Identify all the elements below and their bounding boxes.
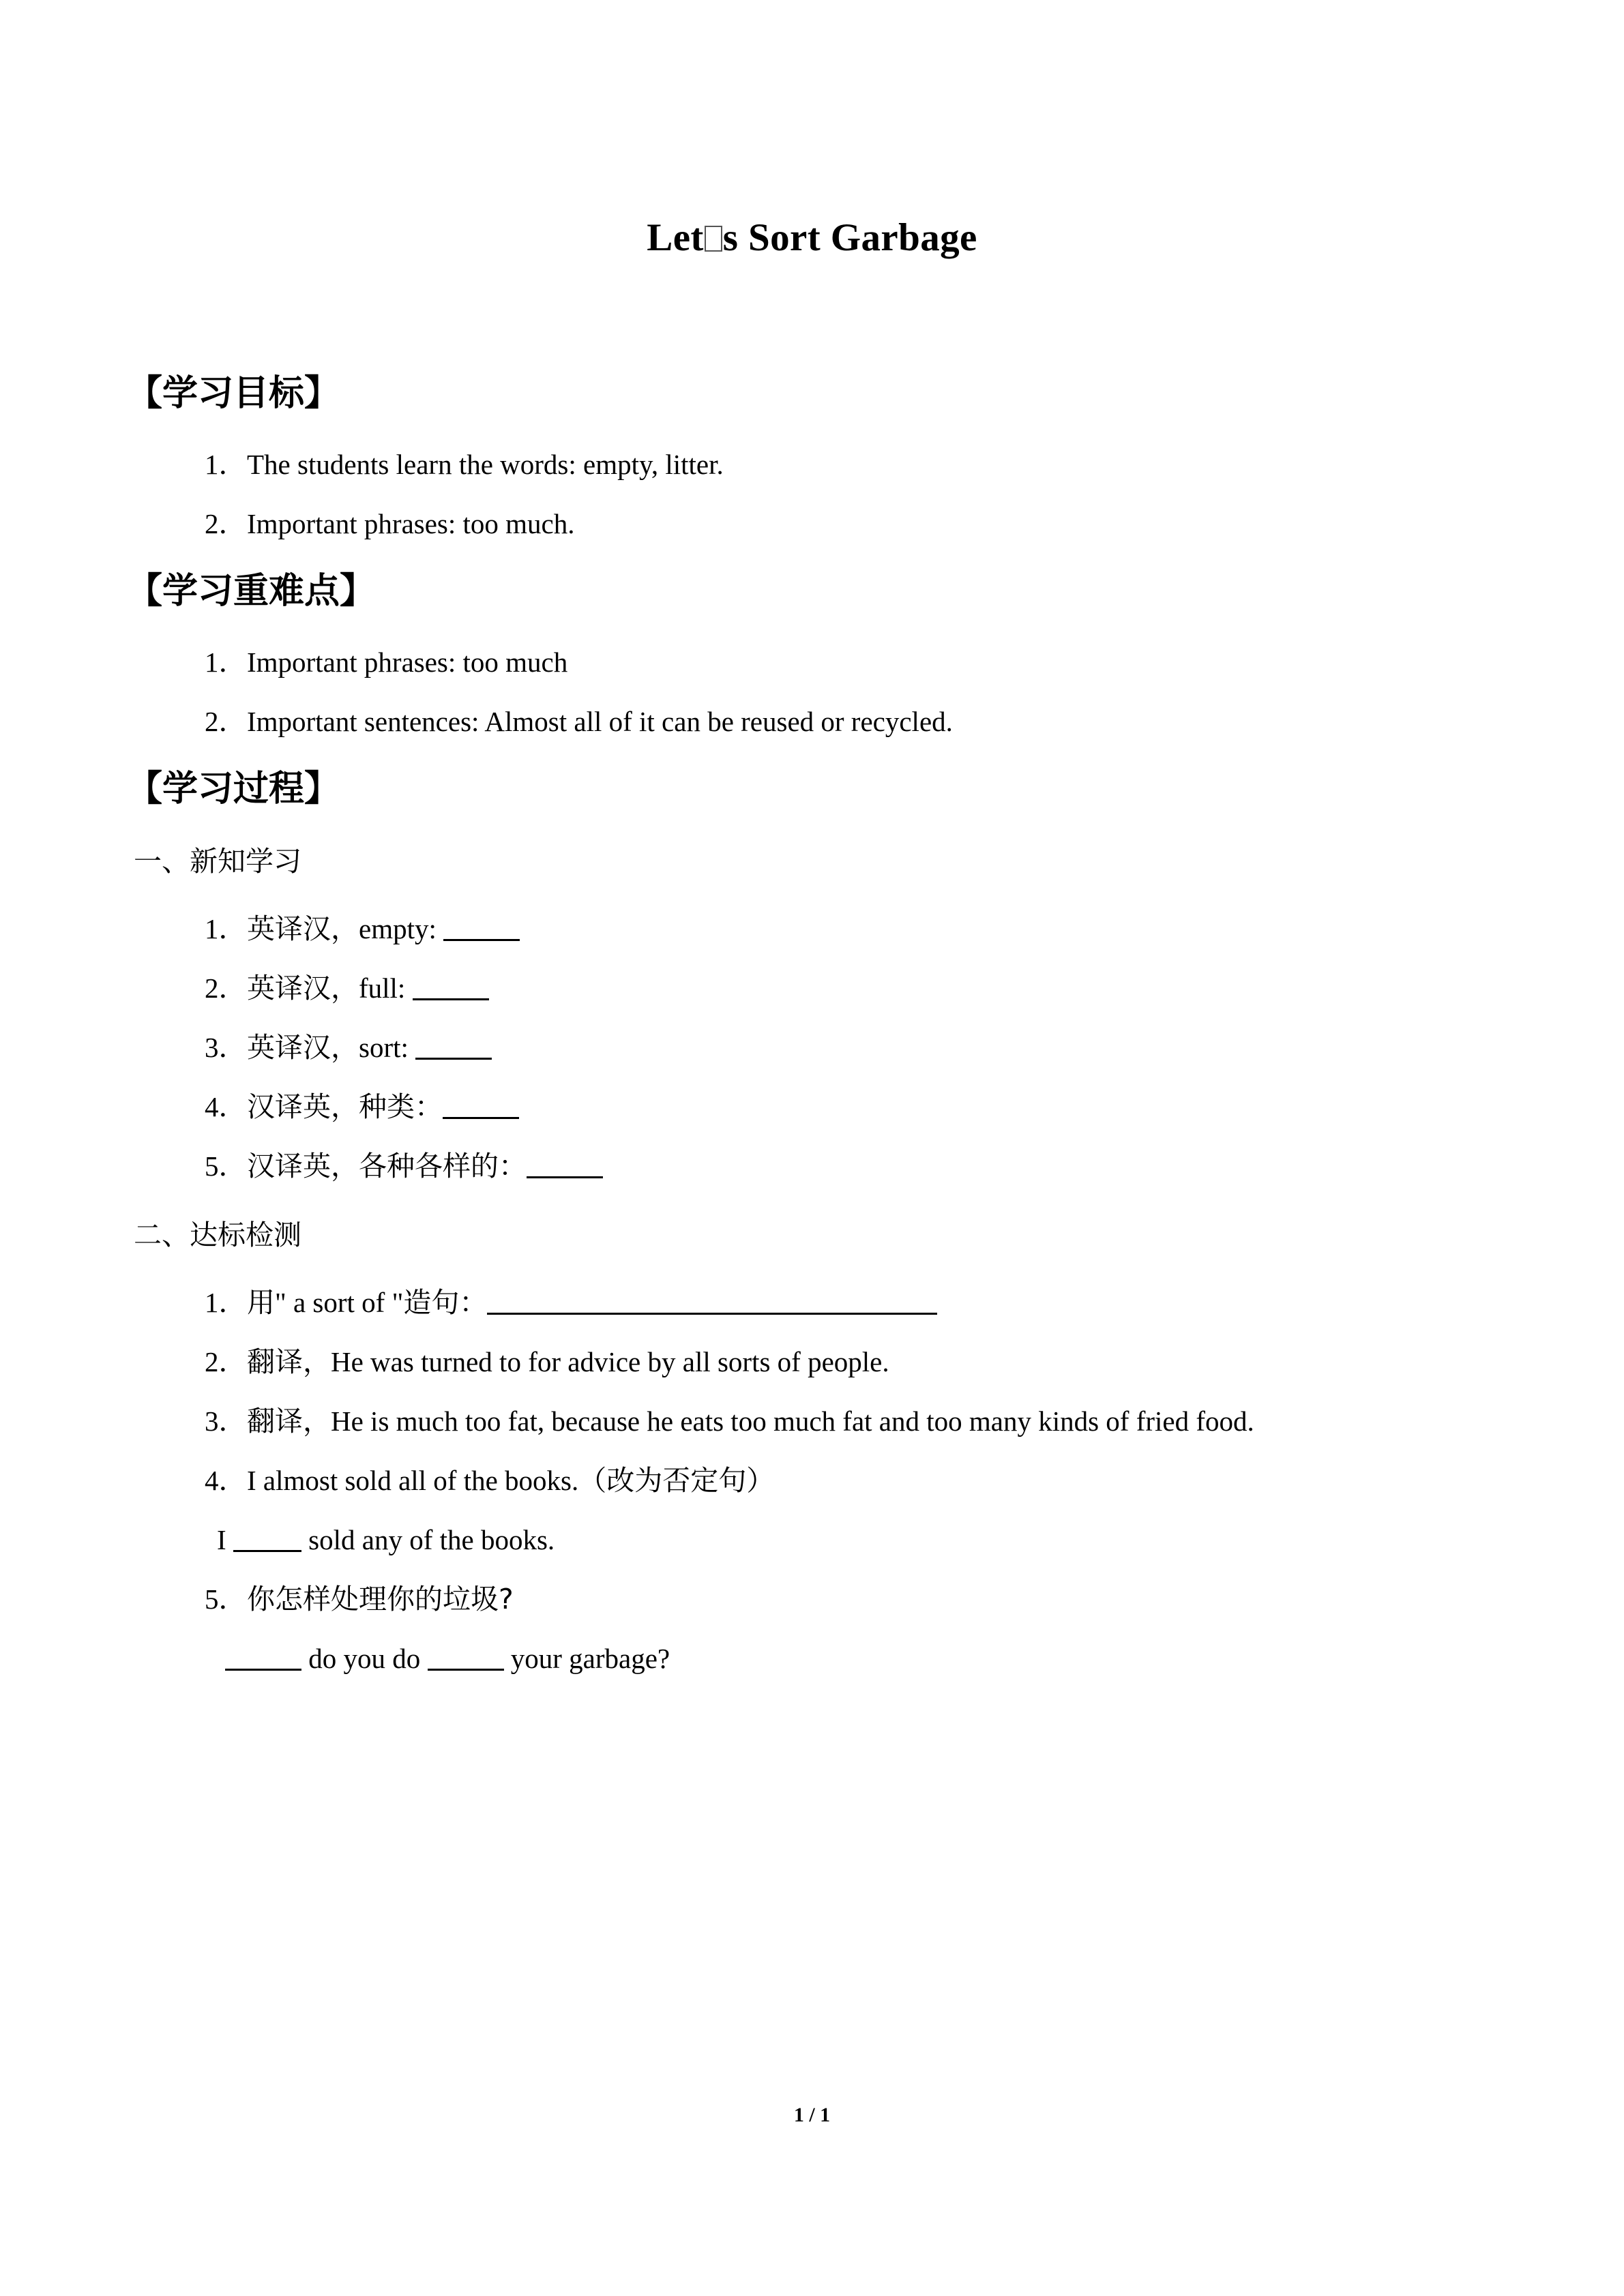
answer-blank[interactable] (225, 1645, 301, 1671)
item-number: 1． (205, 448, 247, 480)
item-number: 2． (205, 972, 247, 1004)
item-text-cn: 英译汉， (247, 912, 359, 945)
list-item (0, 1149, 1624, 1182)
item-number: 1． (205, 1286, 247, 1318)
answer-blank[interactable] (443, 915, 520, 941)
item-text-cn: 翻译， (247, 1345, 331, 1378)
item-number: 3． (205, 1405, 247, 1437)
list-item (0, 1030, 1624, 1064)
item-number: 4． (205, 1464, 247, 1496)
list-item (0, 1463, 1624, 1497)
item-text-en: sort: (359, 1031, 416, 1063)
list-item (0, 1090, 1624, 1123)
item-text-en: empty: (359, 912, 444, 944)
answer-text-pre: I (217, 1523, 233, 1555)
item-text: Important sentences: Almost all of it can be reused or recycled. (247, 705, 953, 737)
section-heading-objectives: 【学习目标】 (127, 372, 340, 414)
answer-blank[interactable] (415, 1034, 492, 1060)
list-item (0, 1582, 1624, 1615)
page-footer: 1 / 1 (793, 2104, 831, 2126)
title-prefix: Let (647, 216, 704, 259)
answer-blank[interactable] (413, 974, 489, 1000)
item-number: 2． (205, 1345, 247, 1377)
subsection-heading-new-knowledge: 一、新知学习 (134, 844, 301, 878)
item-text: The students learn the words: empty, litter. (247, 448, 724, 480)
answer-blank[interactable] (233, 1526, 301, 1552)
answer-blank[interactable] (443, 1093, 519, 1119)
answer-text-mid: do you do (301, 1642, 428, 1674)
answer-blank[interactable] (487, 1289, 937, 1315)
missing-glyph-icon (705, 226, 722, 252)
item-text-en: He is much too fat, because he eats too much fat and too many kinds of fried food. (331, 1405, 1254, 1437)
list-item (0, 1345, 1624, 1378)
subsection-heading-assessment: 二、达标检测 (134, 1218, 301, 1251)
list-item (0, 448, 1624, 480)
item-text-en: He was turned to for advice by all sorts of people. (331, 1345, 889, 1377)
item-number: 3． (205, 1031, 247, 1063)
item-text-cn-post: 造句： (403, 1285, 488, 1319)
answer-text-post: sold any of the books. (301, 1523, 555, 1555)
item-text-cn-pre: 用 (247, 1285, 275, 1319)
list-item (0, 648, 1624, 676)
item-number: 1． (205, 646, 247, 678)
item-text-cn: 英译汉， (247, 1030, 359, 1064)
item-text-cn: 英译汉， (247, 971, 359, 1004)
list-item (0, 1404, 1624, 1437)
list-item (0, 1285, 1624, 1319)
section-heading-process: 【学习过程】 (127, 768, 340, 809)
item-text-cn: 汉译英，种类： (247, 1090, 443, 1123)
item-text-quote: " a sort of " (275, 1286, 404, 1318)
item-instruction-cn: （改为否定句） (578, 1463, 775, 1497)
answer-line (0, 1642, 1624, 1674)
item-text-cn: 汉译英，各种各样的： (247, 1149, 527, 1182)
item-text-cn: 你怎样处理你的垃圾? (247, 1582, 514, 1615)
answer-blank[interactable] (428, 1645, 504, 1671)
list-item (0, 705, 1624, 737)
list-item (0, 507, 1624, 539)
item-text-en: I almost sold all of the books. (247, 1464, 579, 1496)
section-heading-key-points: 【学习重难点】 (127, 570, 376, 612)
answer-line (0, 1523, 1624, 1555)
item-number: 4． (205, 1090, 247, 1122)
item-number: 2． (205, 705, 247, 737)
item-number: 1． (205, 912, 247, 944)
item-text-cn: 翻译， (247, 1404, 331, 1437)
item-number: 5． (205, 1583, 247, 1615)
page-title (0, 0, 1624, 260)
answer-text-post: your garbage? (503, 1642, 670, 1674)
item-number: 2． (205, 507, 247, 539)
title-suffix: s Sort Garbage (722, 216, 977, 259)
item-text: Important phrases: too much (247, 646, 568, 678)
item-number: 5． (205, 1150, 247, 1182)
list-item (0, 912, 1624, 945)
item-text-en: full: (359, 972, 413, 1004)
item-text: Important phrases: too much. (247, 507, 575, 539)
answer-blank[interactable] (527, 1152, 603, 1178)
list-item (0, 971, 1624, 1004)
